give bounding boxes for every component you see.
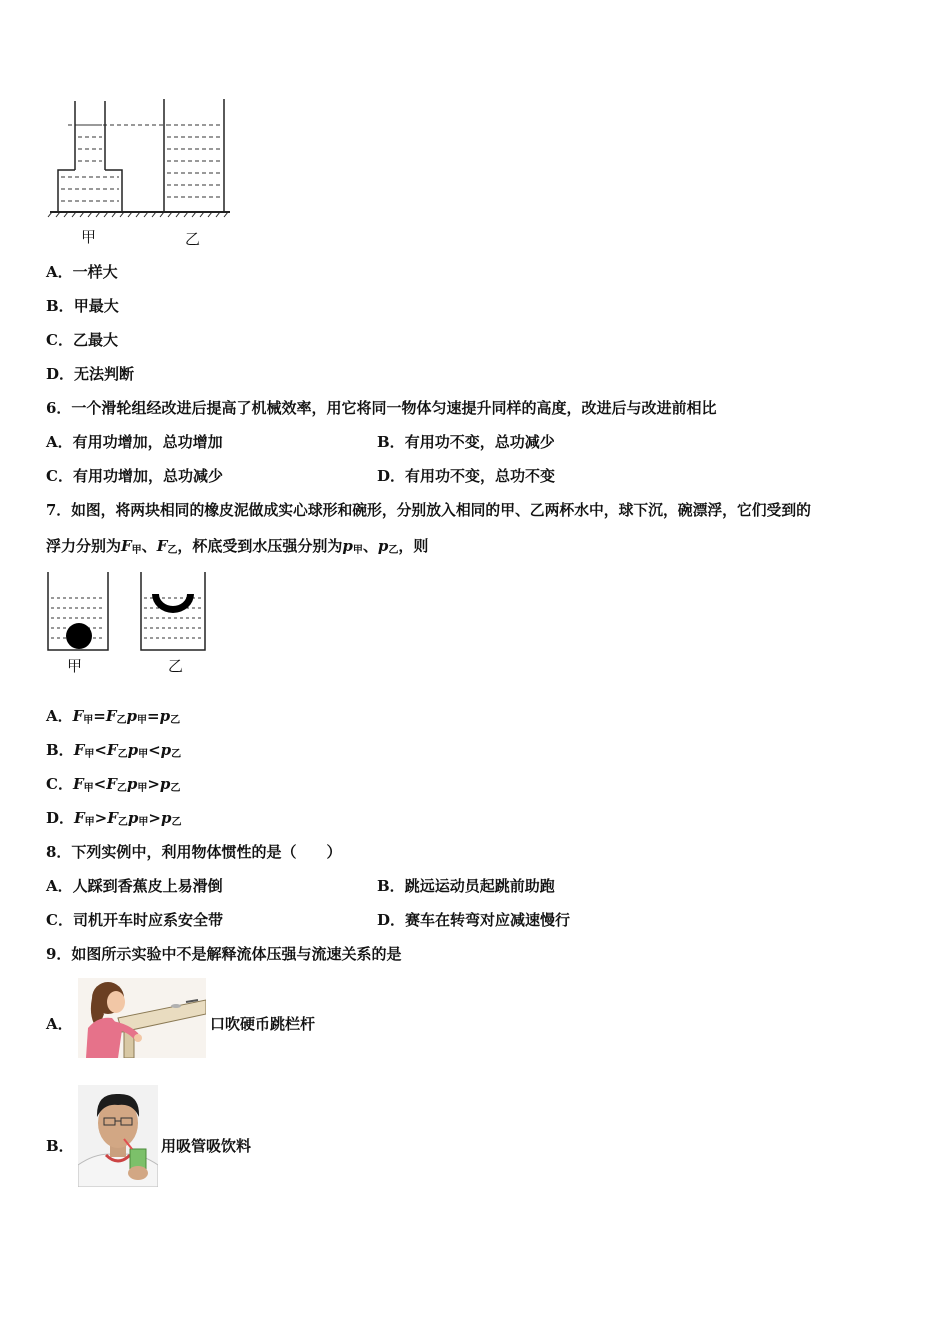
symbol-p: p (159, 707, 171, 725)
q6-stem: 6．一个滑轮组经改进后提高了机械效率，用它将同一物体匀速提升同样的高度，改进后与改进前相比 (46, 399, 717, 417)
q9-option-b-letter[interactable]: B． (46, 1137, 74, 1155)
subscript-jia: 甲 (352, 545, 363, 556)
option-letter: D． (46, 365, 75, 383)
symbol-p: p (160, 809, 172, 827)
q9-stem: 9．如图所示实验中不是解释流体压强与流速关系的是 (46, 945, 402, 963)
containers-figure-q5 (40, 95, 240, 250)
symbol-p: p (127, 809, 139, 827)
symbol-f: F (73, 741, 85, 759)
option-text: 有用功不变，总功不变 (405, 467, 556, 485)
relation: < (94, 741, 107, 759)
coin-blow-illustration (78, 978, 206, 1058)
subscript-jia: 甲 (84, 817, 95, 828)
option-letter: A． (46, 433, 73, 451)
symbol-f: F (106, 741, 118, 759)
q5-option-a[interactable] (46, 261, 118, 282)
q7-option-c[interactable] (46, 773, 180, 794)
option-letter: B． (377, 433, 405, 451)
symbol-p: p (377, 537, 389, 555)
subscript-yi: 乙 (171, 817, 182, 828)
relation: = (147, 707, 160, 725)
subscript-yi: 乙 (171, 749, 182, 760)
q8-option-a[interactable] (46, 875, 223, 896)
symbol-f: F (72, 775, 84, 793)
q6-option-a[interactable] (46, 431, 223, 452)
q5-option-d[interactable] (46, 363, 134, 384)
q9-option-a-letter[interactable]: A． (46, 1015, 73, 1033)
relation: > (94, 809, 108, 827)
option-letter: D． (377, 911, 406, 929)
subscript-yi: 乙 (388, 545, 399, 556)
symbol-f: F (121, 537, 132, 555)
option-text: 人踩到香蕉皮上易滑倒 (72, 877, 223, 895)
subscript-yi: 乙 (117, 817, 128, 828)
q7-stem-line1: 7．如图，将两块相同的橡皮泥做成实心球形和碗形，分别放入相同的甲、乙两杯水中，球下沉，碗漂浮，它们受到的 (46, 502, 811, 519)
symbol-f: F (156, 537, 168, 555)
sphere-icon (66, 623, 92, 649)
option-letter: B． (46, 741, 74, 759)
relation: < (148, 741, 161, 759)
subscript-jia: 甲 (138, 749, 149, 760)
option-text: 有用功增加，总功减少 (72, 467, 223, 485)
q6-option-c[interactable] (46, 465, 223, 486)
subscript-jia: 甲 (83, 715, 94, 726)
option-letter: A． (46, 707, 73, 725)
straw-drink-illustration (78, 1085, 158, 1187)
symbol-f: F (74, 809, 85, 827)
subscript-jia: 甲 (131, 545, 142, 556)
subscript-yi: 乙 (170, 715, 181, 726)
q8-stem: 8．下列实例中，利用物体惯性的是（ ） (46, 843, 342, 861)
option-letter: D． (377, 467, 406, 485)
relation: > (148, 809, 161, 827)
q6-option-d[interactable] (377, 465, 555, 486)
q9-option-b-text[interactable]: 用吸管吸饮料 (161, 1137, 252, 1155)
q7-option-a[interactable] (46, 705, 180, 726)
separator: 、 (362, 537, 378, 555)
q7-stem-line2 (46, 535, 428, 556)
option-letter: A． (46, 877, 73, 895)
relation: = (93, 707, 106, 725)
figure-label-jia: 甲 (81, 228, 97, 246)
figure-label-yi: 乙 (185, 230, 201, 248)
option-text: 一样大 (72, 263, 118, 281)
stem-text: ，则 (398, 537, 429, 555)
q5-option-b[interactable] (46, 295, 119, 316)
subscript-jia: 甲 (83, 783, 94, 794)
option-text: 甲最大 (73, 297, 119, 315)
symbol-f: F (72, 707, 84, 725)
q8-option-c[interactable] (46, 909, 223, 930)
symbol-p: p (159, 775, 171, 793)
option-text: 司机开车时应系安全带 (72, 911, 223, 929)
symbol-p: p (342, 537, 353, 555)
subscript-yi: 乙 (116, 715, 127, 726)
bowl-icon (152, 594, 194, 613)
subscript-yi: 乙 (116, 783, 127, 794)
q8-option-d[interactable] (377, 909, 570, 930)
symbol-p: p (127, 741, 139, 759)
subscript-yi: 乙 (167, 545, 178, 556)
option-text: 有用功增加，总功增加 (72, 433, 223, 451)
subscript-jia: 甲 (138, 817, 149, 828)
symbol-f: F (105, 707, 117, 725)
symbol-p: p (160, 741, 172, 759)
separator: 、 (141, 537, 157, 555)
option-text: 乙最大 (72, 331, 118, 349)
symbol-f: F (107, 809, 118, 827)
option-letter: A． (46, 263, 73, 281)
subscript-yi: 乙 (117, 749, 128, 760)
symbol-p: p (126, 707, 138, 725)
option-letter: C． (46, 331, 73, 349)
option-text: 赛车在转弯对应减速慢行 (405, 911, 571, 929)
stem-text: ，杯底受到水压强分别为 (177, 537, 343, 555)
figure-label-jia: 甲 (67, 657, 83, 675)
q5-option-c[interactable] (46, 329, 118, 350)
symbol-f: F (106, 775, 117, 793)
option-text: 跳远运动员起跳前助跑 (404, 877, 555, 895)
q7-option-d[interactable] (46, 807, 181, 828)
option-letter: B． (46, 297, 74, 315)
option-text: 无法判断 (74, 365, 135, 383)
subscript-jia: 甲 (84, 749, 95, 760)
q8-option-b[interactable] (377, 875, 555, 896)
subscript-yi: 乙 (170, 783, 181, 794)
relation: < (93, 775, 107, 793)
subscript-jia: 甲 (137, 715, 148, 726)
q9-option-a-text[interactable]: 口吹硬币跳栏杆 (210, 1015, 316, 1033)
option-text: 有用功不变，总功减少 (404, 433, 555, 451)
option-letter: C． (46, 775, 73, 793)
option-letter: B． (377, 877, 405, 895)
subscript-jia: 甲 (137, 783, 148, 794)
q7-option-b[interactable] (46, 739, 181, 760)
figure-label-yi: 乙 (168, 657, 184, 675)
option-letter: D． (46, 809, 75, 827)
stem-text: 浮力分别为 (46, 537, 122, 555)
option-letter: C． (46, 911, 73, 929)
cups-figure-q7 (44, 570, 214, 655)
relation: > (147, 775, 160, 793)
symbol-p: p (126, 775, 138, 793)
q6-option-b[interactable] (377, 431, 555, 452)
option-letter: C． (46, 467, 73, 485)
